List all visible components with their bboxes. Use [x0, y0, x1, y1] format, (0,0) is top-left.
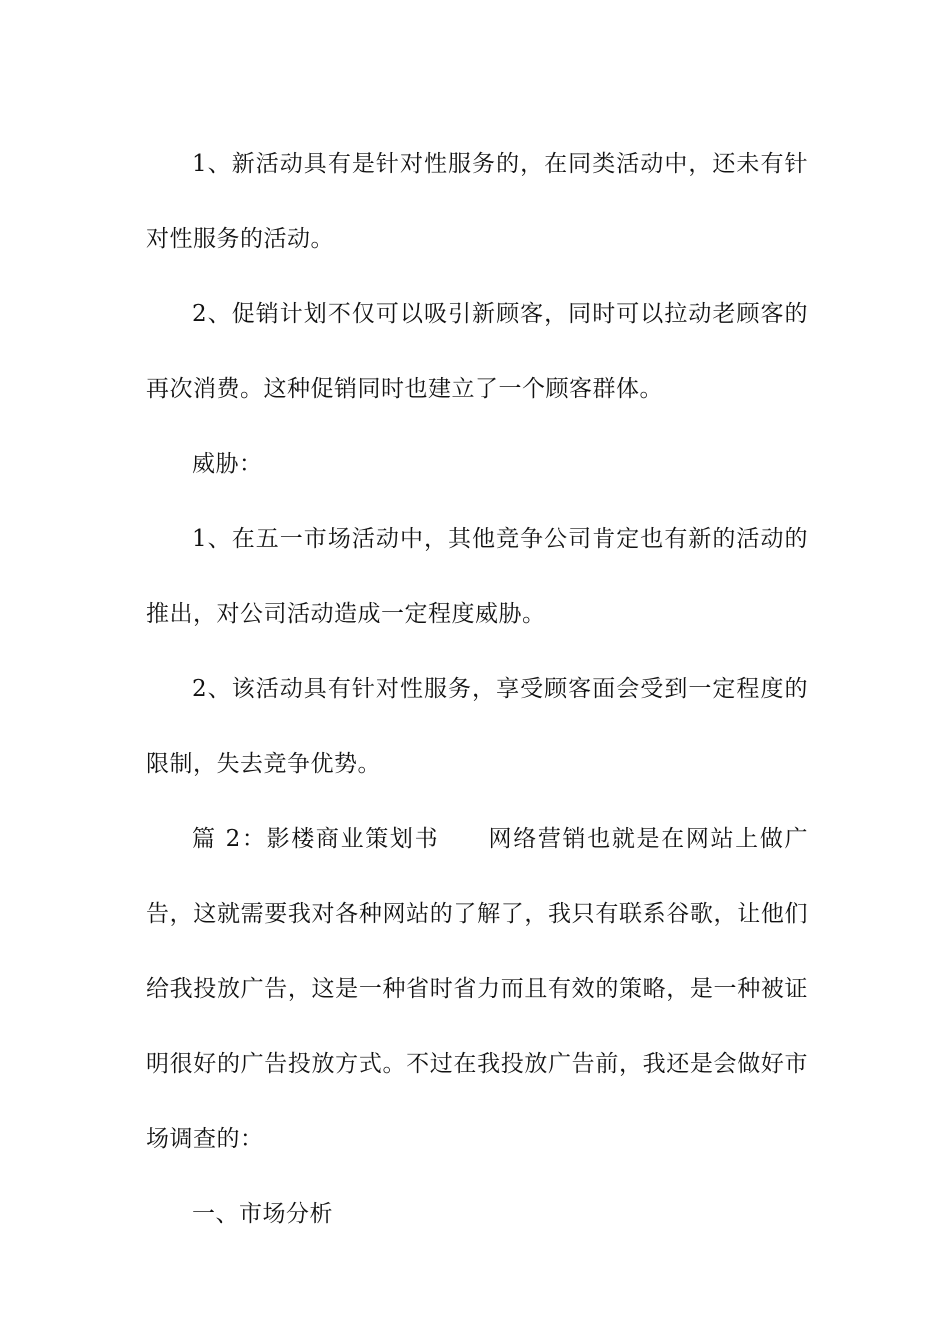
paragraph-2: 2、促销计划不仅可以吸引新顾客，同时可以拉动老顾客的再次消费。这种促销同时也建立了一个顾客群体。: [146, 301, 808, 402]
heading-market-analysis: 一、市场分析: [192, 1201, 333, 1227]
paragraph-5: 篇 2：影楼商业策划书 网络营销也就是在网站上做广告，这就需要我对各种网站的了解了，我只有联系谷歌，让他们给我投放广告，这是一种省时省力而且有效的策略，是一种被证明很好的广告投放方式。不过在我投放广告前，我还是会做好市场调查的：: [146, 826, 808, 1152]
paragraph-3: 1、在五一市场活动中，其他竞争公司肯定也有新的活动的推出，对公司活动造成一定程度威胁。: [146, 526, 808, 627]
document-body: [146, 127, 808, 1252]
heading-threats: 威胁：: [192, 451, 263, 477]
paragraph-1: 1、新活动具有是针对性服务的，在同类活动中，还未有针对性服务的活动。: [146, 151, 808, 252]
paragraph-4: 2、该活动具有针对性服务，享受顾客面会受到一定程度的限制，失去竞争优势。: [146, 676, 808, 777]
